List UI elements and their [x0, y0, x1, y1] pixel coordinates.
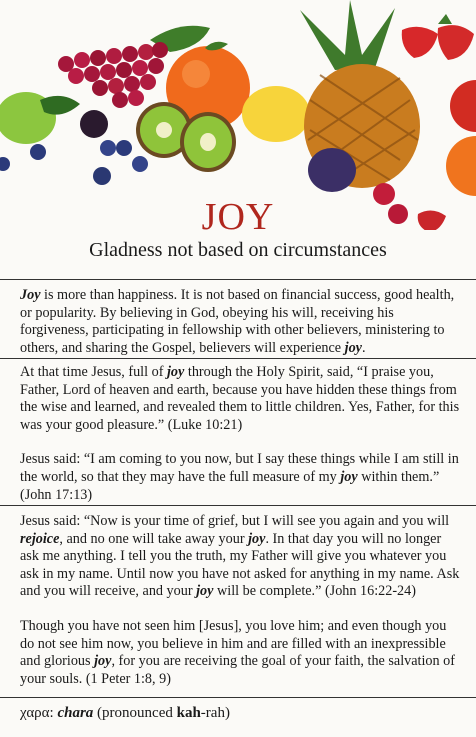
pronunciation-footer: χαρα: chara (pronounced kah-rah) [20, 705, 230, 721]
orange-icon [446, 136, 476, 196]
blueberry-icon [0, 140, 148, 185]
divider [0, 279, 476, 280]
verse-1-peter: Though you have not seen him [Jesus], you love him; and even though you do not see him now, you believe in him and are filled with an inexpressible and glorious joy, for you are receiving the goal of your faith, the salvation of your souls. (1 Peter 1:8, 9) [20, 617, 455, 687]
verses-section-1 [20, 364, 460, 504]
verses-section-2 [20, 513, 460, 688]
verse-john-16: Jesus said: “Now is your time of grief, but I will see you again and you will rejoice, and no one will take away your joy. In that day you will no longer ask me anything. I tell you the truth, my Father will give you whatever you ask in my name. Until now you have not asked for anything in my name. Ask and you will receive, and your joy will be complete.” (John 16:22-24) [20, 513, 460, 600]
stressed-syllable: kah [176, 705, 201, 721]
divider [0, 697, 476, 698]
divider [0, 505, 476, 506]
apple-icon [450, 80, 476, 132]
lime-icon [0, 92, 80, 144]
keyword: joy [340, 468, 358, 485]
greek-word: χαρα [20, 705, 50, 721]
keyword: joy [94, 653, 112, 670]
keyword: joy [166, 364, 185, 380]
lemon-icon [242, 86, 310, 142]
plum-icon [308, 148, 356, 192]
intro-section [20, 287, 460, 357]
verse-luke: At that time Jesus, full of joy through the Holy Spirit, said, “I praise you, Father, Lord of heaven and earth, because you have hidden these things from the wise and learned, and revealed them to little children. Yes, Father, for this was your good pleasure.” (Luke 10:21) [20, 364, 460, 433]
divider [0, 358, 476, 359]
blackberry-icon [80, 110, 108, 138]
keyword: Joy [20, 287, 41, 303]
page-subtitle: Gladness not based on circumstances [89, 239, 387, 261]
keyword: joy [344, 339, 362, 356]
transliteration: chara [57, 705, 94, 721]
keyword: joy [248, 530, 266, 547]
page-title: JOY [201, 196, 275, 238]
keyword: rejoice [20, 530, 60, 547]
keyword: joy [196, 583, 214, 600]
verse-john-17: Jesus said: “I am coming to you now, but I say these things while I am still in the world, so that they may have the full measure of my joy within them.” (John 17:13) [20, 451, 459, 503]
intro-paragraph: Joy is more than happiness. It is not based on financial success, good health, or popularity. By believing in God, obeying his will, receiving his forgiveness, participating in fellowship with other believers, ministering to others, and sharing the Gospel, believers will experience joy. [20, 287, 455, 356]
